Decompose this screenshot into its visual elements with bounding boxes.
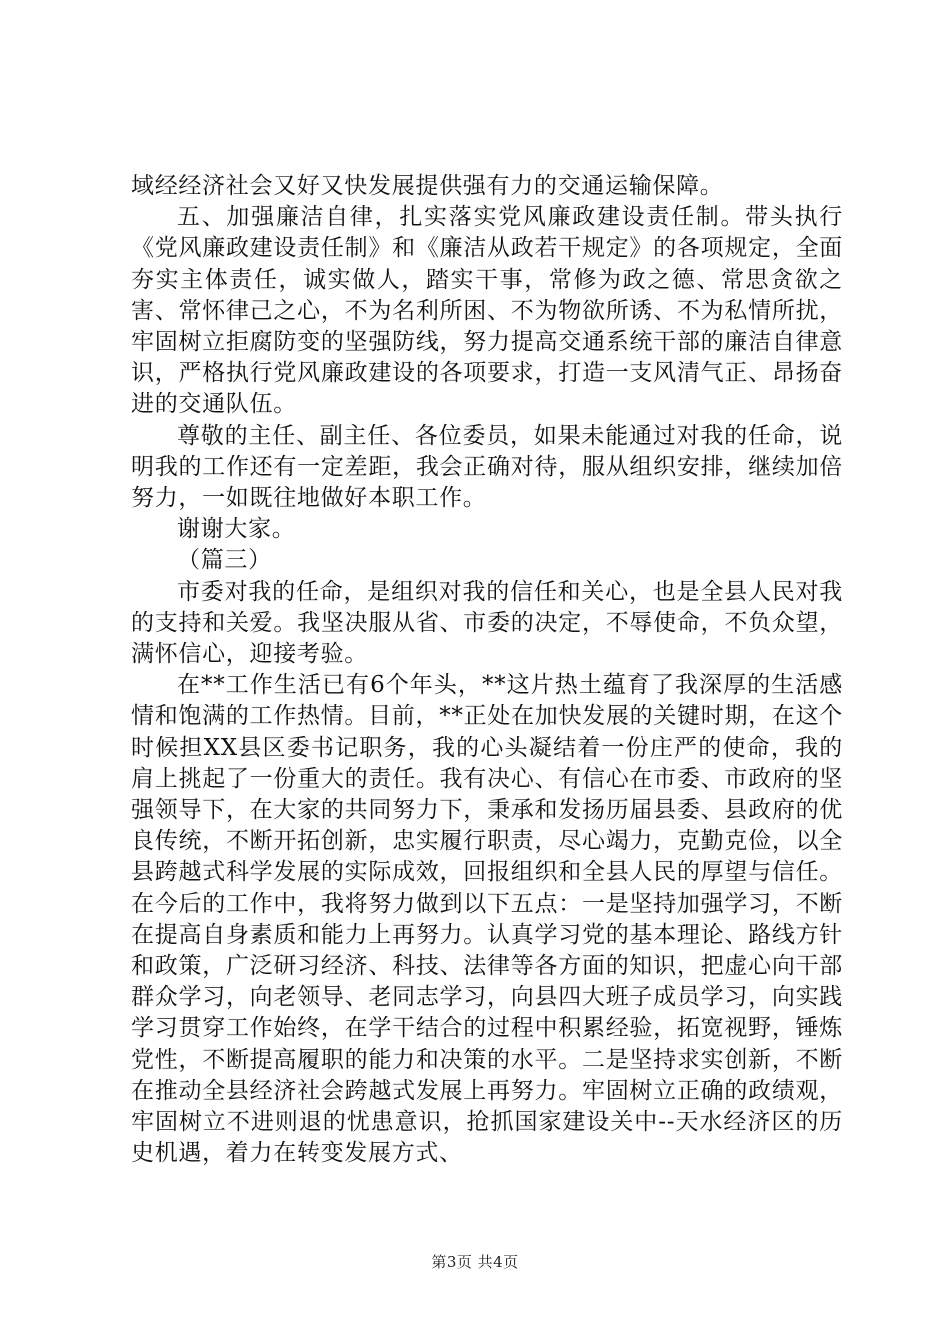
section-heading-part-three: （篇三） xyxy=(177,547,272,574)
page-footer: 第3页 共4页 xyxy=(431,1253,519,1271)
paragraph-thanks: 谢谢大家。 xyxy=(177,516,296,543)
document-body xyxy=(131,171,843,1170)
paragraph-work-plan: 在**工作生活已有6个年头，**这片热土蕴育了我深厚的生活感情和饱满的工作热情。目前，**正处在加快发展的关键时期，在这个时候担XX县区委书记职务，我的心头凝结着一份庄严的使命，我的肩上挑起了一份重大的责任。我有决心、有信心在市委、市政府的坚强领导下，在大家的共同努力下，秉承和发扬历届县委、县政府的优良传统，不断开拓创新，忠实履行职责，尽心竭力，克勤克俭，以全县跨越式科学发展的实际成效，回报组织和全县人民的厚望与信任。在今后的工作中，我将努力做到以下五点：一是坚持加强学习，不断在提高自身素质和能力上再努力。认真学习党的基本理论、路线方针和政策，广泛研习经济、科技、法律等各方面的知识，把虚心向干部群众学习，向老领导、老同志学习，向县四大班子成员学习，向实践学习贯穿工作始终，在学干结合的过程中积累经验，拓宽视野，锤炼党性，不断提高履职的能力和决策的水平。二是坚持求实创新，不断在推动全县经济社会跨越式发展上再努力。牢固树立正确的政绩观，牢固树立不进则退的忧患意识，抢抓国家建设关中--天水经济区的历史机遇，着力在转变发展方式、 xyxy=(131,672,843,1167)
paragraph-appointment: 市委对我的任命，是组织对我的信任和关心，也是全县人民对我的支持和关爱。我坚决服从省、市委的决定，不辱使命，不负众望，满怀信心，迎接考验。 xyxy=(131,578,843,668)
paragraph-closing-statement: 尊敬的主任、副主任、各位委员，如果未能通过对我的任命，说明我的工作还有一定差距，我会正确对待，服从组织安排，继续加倍努力，一如既往地做好本职工作。 xyxy=(131,422,843,512)
paragraph-section-five: 五、加强廉洁自律，扎实落实党风廉政建设责任制。带头执行《党风廉政建设责任制》和《廉洁从政若干规定》的各项规定，全面夯实主体责任，诚实做人，踏实干事，常修为政之德、常思贪欲之害、常怀律己之心，不为名利所困、不为物欲所诱、不为私情所扰，牢固树立拒腐防变的坚强防线，努力提高交通系统干部的廉洁自律意识，严格执行党风廉政建设的各项要求，打造一支风清气正、昂扬奋进的交通队伍。 xyxy=(131,204,843,418)
paragraph-continuation: 域经经济社会又好又快发展提供强有力的交通运输保障。 xyxy=(131,173,724,199)
